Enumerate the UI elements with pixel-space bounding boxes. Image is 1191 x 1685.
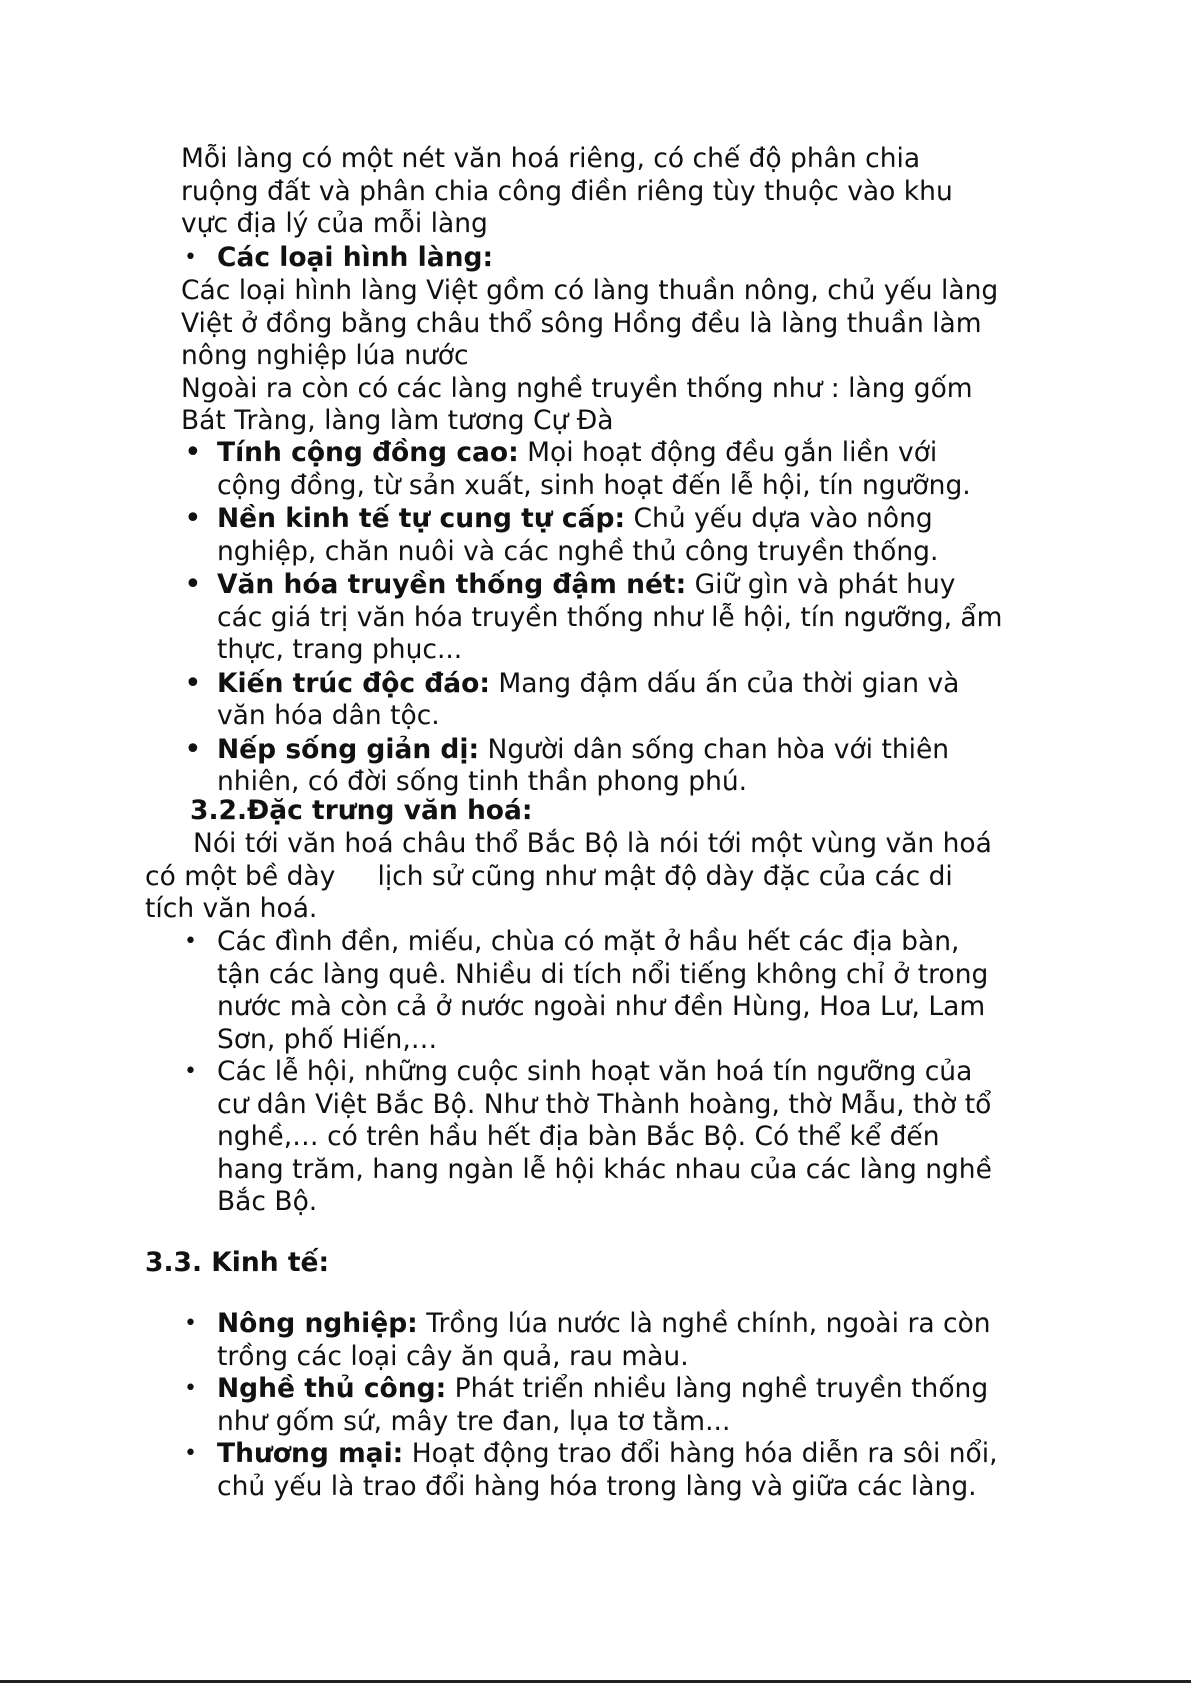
text-line: Các loại hình làng Việt gồm có làng thuần nông, chủ yếu làng <box>181 275 999 306</box>
bullet-icon: • <box>184 1441 197 1466</box>
text-line: Các lễ hội, những cuộc sinh hoạt văn hoá tín ngưỡng của <box>217 1056 973 1087</box>
text-line: Bắc Bộ. <box>217 1186 318 1217</box>
economy-term: Nông nghiệp: <box>217 1308 418 1339</box>
text-line: Nói tới văn hoá châu thổ Bắc Bộ là nói tới một vùng văn hoá <box>193 828 992 859</box>
feature-text: Giữ gìn và phát huy <box>686 569 956 600</box>
text-line: vực địa lý của mỗi làng <box>181 208 488 239</box>
village-types-list <box>181 242 493 275</box>
text-line: trồng các loại cây ăn quả, rau màu. <box>217 1340 689 1372</box>
bullet-icon: • <box>184 665 202 701</box>
economy-text: Trồng lúa nước là nghề chính, ngoài ra còn <box>417 1308 991 1339</box>
list-item <box>181 1308 998 1373</box>
bullet-icon: • <box>184 435 202 470</box>
text-line: Các đình đền, miếu, chùa có mặt ở hầu hết các địa bàn, <box>217 926 960 957</box>
text-line: tích văn hoá. <box>145 893 318 924</box>
bullet-icon: • <box>184 501 202 536</box>
text-line: có một bề dày lịch sử cũng như mật độ dày đặc của các di <box>145 860 953 892</box>
list-item <box>181 1438 998 1503</box>
page-bottom-divider <box>0 1680 1191 1683</box>
section-heading: Các loại hình làng: <box>217 242 494 273</box>
list-item <box>181 731 1003 799</box>
feature-term: Nền kinh tế tự cung tự cấp: <box>217 503 626 534</box>
text-line: Việt ở đồng bằng châu thổ sông Hồng đều là làng thuần làm <box>181 307 982 339</box>
economy-term: Thương mại: <box>217 1438 404 1469</box>
text-line: Bát Tràng, làng làm tương Cự Đà <box>181 405 614 436</box>
bullet-icon: • <box>184 731 202 767</box>
text-line: hang trăm, hang ngàn lễ hội khác nhau của các làng nghề <box>217 1153 992 1185</box>
bullet-icon: • <box>184 567 202 602</box>
economy-text: Hoạt động trao đổi hàng hóa diễn ra sôi nổi, <box>403 1438 998 1469</box>
text-line: văn hóa dân tộc. <box>217 700 440 731</box>
text-line: như gốm sứ, mây tre đan, lụa tơ tằm... <box>217 1405 731 1437</box>
list-item <box>181 242 493 275</box>
features-list <box>181 437 1003 799</box>
text-line: nước mà còn cả ở nước ngoài như đền Hùng, Hoa Lư, Lam <box>217 991 986 1022</box>
text-line: ruộng đất và phân chia công điền riêng tùy thuộc vào khu <box>181 175 953 207</box>
text-line: thực, trang phục... <box>217 634 463 665</box>
feature-text: Mọi hoạt động đều gắn liền với <box>518 437 938 468</box>
text-line: cư dân Việt Bắc Bộ. Như thờ Thành hoàng, thờ Mẫu, thờ tổ <box>217 1088 992 1120</box>
feature-term: Nếp sống giản dị: <box>217 733 480 765</box>
bullet-icon: • <box>184 1311 197 1336</box>
list-item <box>181 503 1003 568</box>
village-types-paragraph-1 <box>181 275 998 438</box>
section-heading-economy: 3.3. Kinh tế: <box>145 1247 330 1278</box>
economy-text: Phát triển nhiều làng nghề truyền thống <box>446 1373 989 1404</box>
feature-term: Kiến trúc độc đáo: <box>217 667 490 699</box>
bullet-icon: • <box>184 1376 197 1401</box>
culture-list <box>181 926 992 1219</box>
feature-term: Tính cộng đồng cao: <box>217 437 519 468</box>
text-line: Mỗi làng có một nét văn hoá riêng, có chế độ phân chia <box>181 143 921 174</box>
feature-text: Mang đậm dấu ấn của thời gian và <box>489 667 960 699</box>
feature-text: Chủ yếu dựa vào nông <box>625 503 933 534</box>
list-item <box>181 926 992 1056</box>
text-line: các giá trị văn hóa truyền thống như lễ hội, tín ngưỡng, ẩm <box>217 601 1003 633</box>
text-line: cộng đồng, từ sản xuất, sinh hoạt đến lễ hội, tín ngưỡng. <box>217 469 971 501</box>
text-line: nghiệp, chăn nuôi và các nghề thủ công truyền thống. <box>217 535 939 567</box>
list-item <box>181 665 1003 733</box>
culture-intro-paragraph <box>145 828 992 926</box>
economy-term: Nghề thủ công: <box>217 1373 447 1404</box>
feature-term: Văn hóa truyền thống đậm nét: <box>217 569 687 600</box>
bullet-icon: • <box>184 929 197 954</box>
text-line: nghề,… có trên hầu hết địa bàn Bắc Bộ. Có thể kể đến <box>217 1121 940 1152</box>
list-item <box>181 1373 998 1438</box>
text-line: nhiên, có đời sống tinh thần phong phú. <box>217 766 748 797</box>
text-line: chủ yếu là trao đổi hàng hóa trong làng và giữa các làng. <box>217 1470 977 1502</box>
text-line: tận các làng quê. Nhiều di tích nổi tiếng không chỉ ở trong <box>217 958 989 990</box>
section-heading-culture: 3.2.Đặc trưng văn hoá: <box>190 795 533 826</box>
bullet-icon: • <box>184 245 197 270</box>
text-line: nông nghiệp lúa nước <box>181 340 469 371</box>
text-line: Ngoài ra còn có các làng nghề truyền thống như : làng gốm <box>181 372 973 404</box>
list-item <box>181 1056 992 1219</box>
text-line: Sơn, phố Hiến,… <box>217 1023 438 1055</box>
list-item <box>181 569 1003 667</box>
feature-text: Người dân sống chan hòa với thiên <box>479 733 950 765</box>
intro-paragraph <box>181 143 953 241</box>
bullet-icon: • <box>184 1059 197 1084</box>
economy-list <box>181 1308 998 1503</box>
list-item <box>181 437 1003 502</box>
